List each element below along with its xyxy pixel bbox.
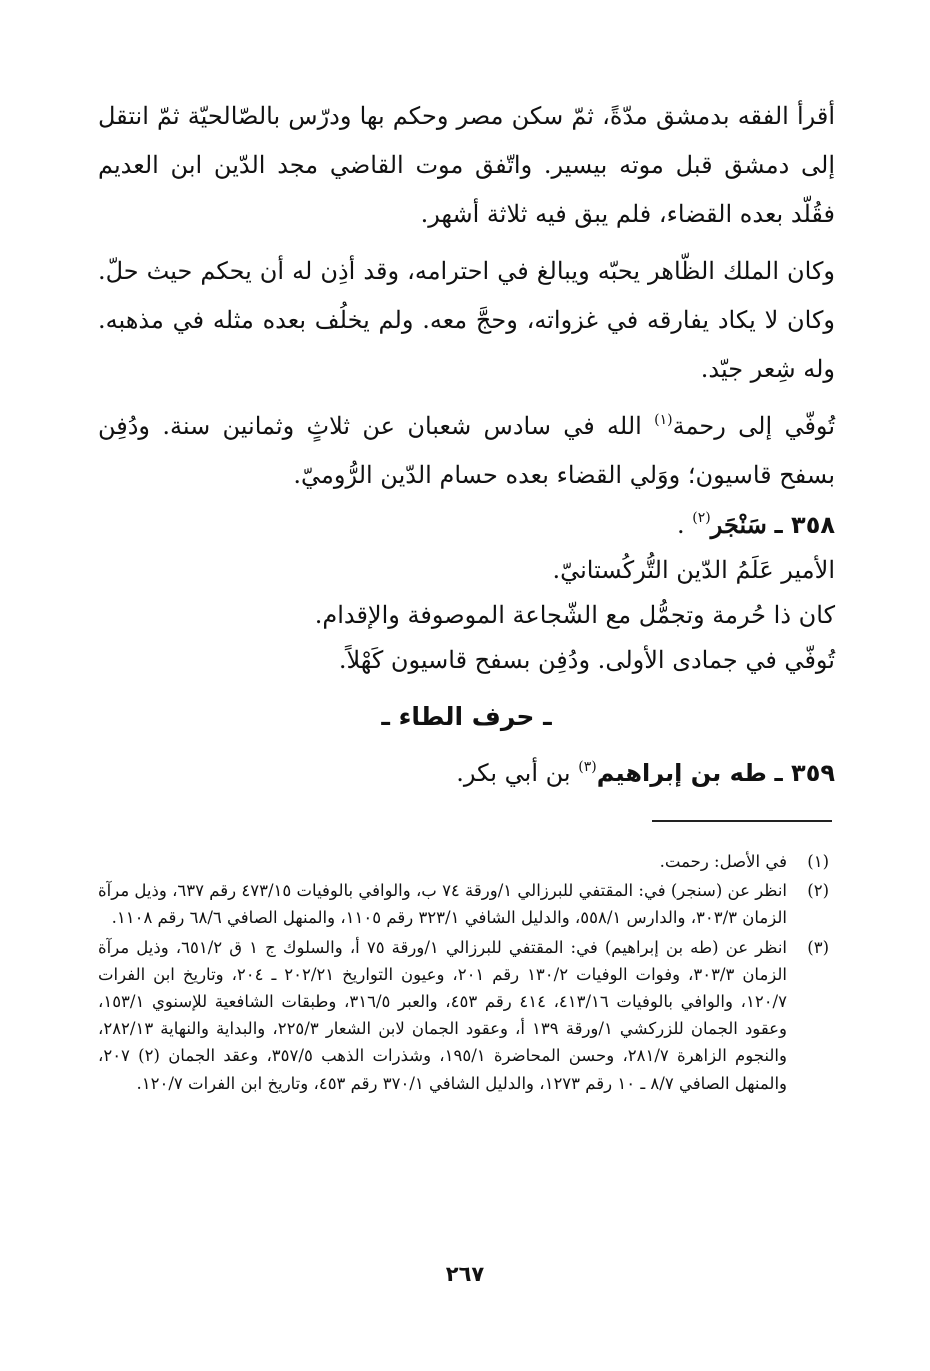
- footnote-ref-1: (١): [654, 412, 673, 428]
- page-body: [98, 92, 835, 795]
- paragraph-1: أقرأ الفقه بدمشق مدّةً، ثمّ سكن مصر وحكم بها ودرّس بالصّالحيّة ثمّ انتقل إلى دمشق قبل موته بيسير. واتّفق موت القاضي مجد الدّين ابن العديم فقُلّد بعده القضاء، فلم يبق فيه ثلاثة أشهر.: [98, 102, 835, 228]
- footnote-2: [98, 877, 835, 931]
- section-title: ـ حرف الطاء ـ: [381, 702, 552, 731]
- entry-359-name: طه بن إبراهيم: [596, 759, 767, 787]
- entry-358-line-2: كان ذا حُرمة وتجمُّل مع الشّجاعة الموصوفة والإقدام.: [314, 601, 835, 629]
- entry-358-number: ٣٥٨ ـ: [774, 511, 835, 539]
- footnote-number: (٣): [807, 937, 829, 957]
- entry-359-number: ٣٥٩ ـ: [774, 759, 835, 787]
- entry-359-rest: بن أبي بكر.: [456, 759, 579, 787]
- entry-358-name: سَنْجَر: [710, 510, 767, 539]
- death-text-before: تُوفّي إلى رحمة: [672, 412, 835, 440]
- entry-358-end: .: [677, 511, 685, 539]
- footnote-divider: [652, 820, 832, 822]
- footnote-text: انظر عن (طه بن إبراهيم) في: المقتفي للبرزالي ١/ورقة ٧٥ أ، والسلوك ج ١ ق ٦٥١/٢، وذيل مرآة الزمان ٣٠٣/٣، وفوات الوفيات ١٣٠/٢ رقم ٢٠١، وعيون التواريخ ٢٠٢/٢١ ـ ٢٠٤، وتاريخ ابن الفرات ١٢٠/٧، والوافي بالوفيات ٤١٣/١٦، ٤١٤ رقم ٤٥٣، والعبر ٣١٦/٥، وطبقات الشافعية للإسنوي ١٥٣/١، وعقود الجمان للزركشي ١/ورقة ١٣٩ أ، وعقود الجمان لابن الشعار ٢٢٥/٣، والبداية والنهاية ٢٨٢/١٣، والنجوم الزاهرة ٢٨١/٧، وحسن المحاضرة ١٩٥/١، وشذرات الذهب ٣٥٧/٥، وعقد الجمان (٢) ٢٠٧، والمنهل الصافي ٨/٧ ـ ١٠ رقم ١٢٧٣، والدليل الشافي ٣٧٠/١ رقم ٤٥٣، وتاريخ ابن الفرات ١٢٠/٧.: [98, 937, 788, 1093]
- footnote-3: [98, 934, 835, 1097]
- entry-359-heading: [98, 751, 835, 795]
- death-text-after: الله في سادس شعبان عن ثلاثٍ وثمانين سنة. ودُفِن بسفح قاسيون؛ ووَلي القضاء بعده حسام الدّين الرُّوميّ.: [98, 412, 835, 489]
- footnote-text: انظر عن (سنجر) في: المقتفي للبرزالي ١/ورقة ٧٤ ب، والوافي بالوفيات ٤٧٣/١٥ رقم ٦٣٧، وذيل مرآة الزمان ٣٠٣/٣، والدارس ٥٥٨/١، والدليل الشافي ٣٢٣/١ رقم ١١٠٥، والمنهل الصافي ٦٨/٦ رقم ١١٠٨.: [98, 881, 788, 928]
- footnote-ref-3: (٣): [578, 759, 597, 775]
- footnote-ref-2: (٢): [692, 510, 711, 526]
- page-number: ٢٦٧: [445, 1262, 485, 1286]
- paragraph-death: [98, 402, 835, 500]
- entry-358-line-1: الأمير عَلَمُ الدّين التُّركُستانيّ.: [552, 556, 835, 584]
- entry-358-line-3: تُوفّي في جمادى الأولى. ودُفِن بسفح قاسيون كَهْلاً.: [338, 646, 835, 674]
- footnote-text: في الأصل: رحمت.: [659, 852, 787, 871]
- footnote-number: (١): [807, 852, 829, 871]
- footnotes: [98, 848, 835, 1099]
- footnote-number: (٢): [807, 881, 829, 901]
- footnote-1: [98, 848, 835, 875]
- paragraph-2: وكان الملك الظّاهر يحبّه ويبالغ في احترامه، وقد أذِن له أن يحكم حيث حلّ. وكان لا يكاد يفارقه في غزواته، وحجَّ معه. ولم يخلُف بعده مثله في مذهبه. وله شِعر جيّد.: [98, 257, 835, 383]
- entry-358-heading: [98, 502, 835, 548]
